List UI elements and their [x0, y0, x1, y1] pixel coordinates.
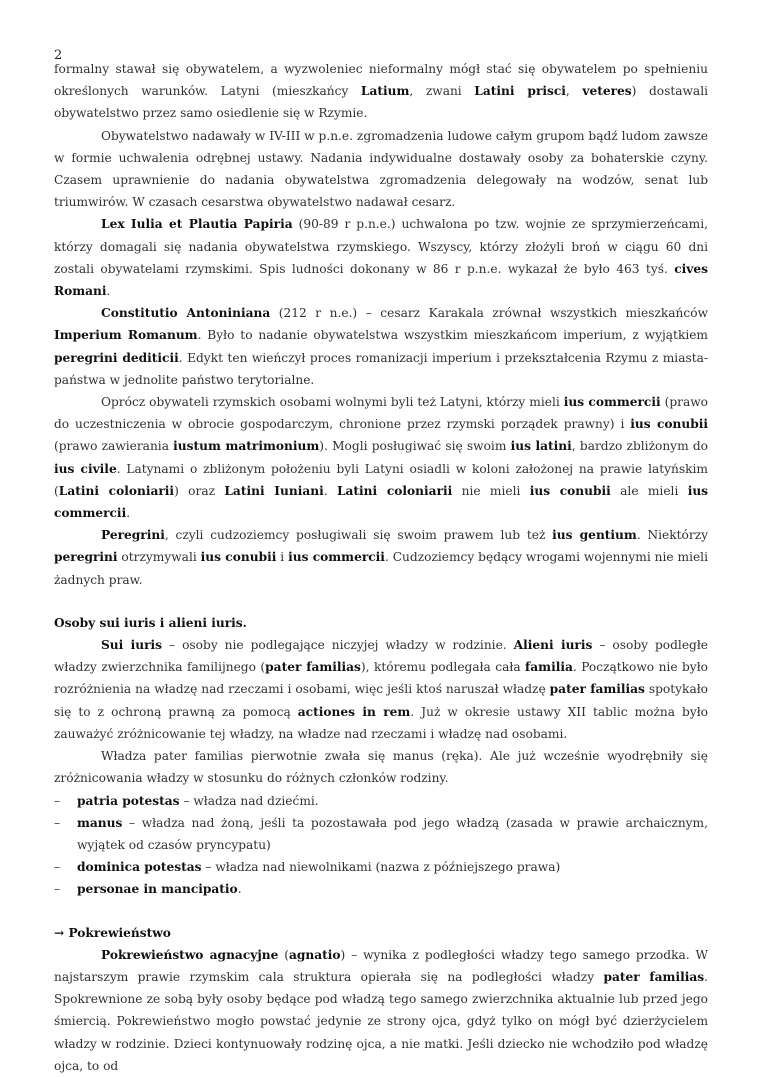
paragraph-constitutio-antoniniana: Constitutio Antoniniana (212 r n.e.) – cesarz Karakala zrównał wszystkich mieszkańców Imperium Romanum. Było to nadanie obywatelstwa wszystkim mieszkańcom imperium, z wyjątkiem peregrini dediticii. Edykt ten wieńczył proces romanizacji imperium i przekształcenia Rzymu z miasta-państwa w jednolite państwo terytorialne. — [54, 306, 709, 387]
paragraph-citizenship-grants: Obywatelstwo nadawały w IV-III w p.n.e. zgromadzenia ludowe całym grupom bądź ludom zawsze w formie uchwalenia odrębnej ustawy. Nadania indywidualne dostawały osoby za bohaterskie czyny. Czasem uprawnienie do nadania obywatelstwa zgromadzenia delegowały na wodzów, senat lub triumwirów. W czasach cesarstwa obywatelstwo nadawał cesarz. — [54, 128, 708, 210]
page-number: 2 — [54, 48, 63, 63]
paragraph-agnatio: Pokrewieństwo agnacyjne (agnatio) – wynika z podległości władzy tego samego przodka. W najstarszym prawie rzymskim cala struktura opierała się na podległości władzy pater familias. Spokrewnione ze sobą były osoby będące pod władzą tego samego zwierzchnika aktualnie lub przed jego śmiercią. Pokrewieństwo mogło powstać jedynie ze strony ojca, gdyż tylko on mógł być dzierżycielem władzy w rodzinie. Dzieci kontynuowały rodzinę ojca, a nie matki. Jeśli dziecko nie wchodziło pod władzę ojca, to od — [54, 947, 708, 1073]
paragraph-citizenship-intro: formalny stawał się obywatelem, a wyzwoleniec nieformalny mógł stać się obywatelem po spełnieniu określonych warunków. Latyni (mieszkańcy Latium, zwani Latini prisci, veteres) dostawali obywatelstwo przez samo osiedlenie się w Rzymie. — [54, 62, 708, 121]
list-item: – patria potestas – władza nad dziećmi. — [54, 790, 708, 812]
paragraph-manus: Władza pater familias pierwotnie zwała się manus (ręka). Ale już wcześnie wyodrębniły się zróżnicowania władzy w stosunku do różnych członków rodziny. — [54, 749, 708, 786]
paragraph-sui-alieni-iuris: Sui iuris – osoby nie podlegające niczyjej władzy w rodzinie. Alieni iuris – osoby podległe władzy zwierzchnika familijnego (pater familias), któremu podlegała cała familia. Początkowo nie było rozróżnienia na władzę nad rzeczami i osobami, więc jeśli ktoś naruszał władzę pater familias spotykało się to z ochroną prawną za pomocą actiones in rem. Już w okresie ustawy XII tablic można było zauważyć zróżnicowanie tej władzy, na władze nad rzeczami i władzę nad osobami. — [54, 638, 709, 741]
dash-bullet: – — [54, 860, 61, 875]
paragraph-peregrini: Peregrini, czyli cudzoziemcy posługiwali się swoim prawem lub też ius gentium. Niektórzy peregrini otrzymywali ius conubii i ius commercii. Cudzoziemcy będący wrogami wojennymi nie mieli żadnych praw. — [54, 528, 709, 587]
list-item: – personae in mancipatio. — [54, 878, 708, 900]
paragraph-latini: Oprócz obywateli rzymskich osobami wolnymi byli też Latyni, którzy mieli ius commercii (prawo do uczestniczenia w obrocie gospodarczym, chronione przez rzymski porządek prawny) i ius conubii (prawo zawierania iustum matrimonium). Mogli posługiwać się swoim ius latini, bardzo zbliżonym do ius civile. Latynami o zbliżonym położeniu byli Latyni osiadli w koloni założonej na prawie latyńskim (Latini coloniarii) oraz Latini Iuniani. Latini coloniarii nie mieli ius conubii ale mieli ius commercii. — [54, 395, 709, 521]
dash-bullet: – — [54, 882, 61, 897]
list-item: – manus – władza nad żoną, jeśli ta pozostawała pod jego władzą (zasada w prawie archaicznym, wyjątek od czasów pryncypatu) — [54, 812, 708, 856]
list-item: – dominica potestas – władza nad niewolnikami (nazwa z późniejszego prawa) — [54, 856, 708, 878]
section-heading-sui-iuris: Osoby sui iuris i alieni iuris. — [54, 615, 247, 630]
dash-bullet: – — [54, 815, 61, 830]
dash-bullet: – — [54, 793, 61, 808]
section-heading-pokrewienstwo: → Pokrewieństwo — [54, 925, 171, 940]
power-types-list — [54, 790, 708, 901]
paragraph-lex-iulia: Lex Iulia et Plautia Papiria (90-89 r p.n.e.) uchwalona po tzw. wojnie ze sprzymierzeńcami, którzy domagali się nadania obywatelstwa rzymskiego. Wszyscy, którzy złożyli broń w ciągu 60 dni zostali obywatelami rzymskimi. Spis ludności dokonany w 86 r p.n.e. wykazał że było 463 tyś. cives Romani. — [54, 217, 708, 299]
page-content — [54, 58, 708, 1077]
